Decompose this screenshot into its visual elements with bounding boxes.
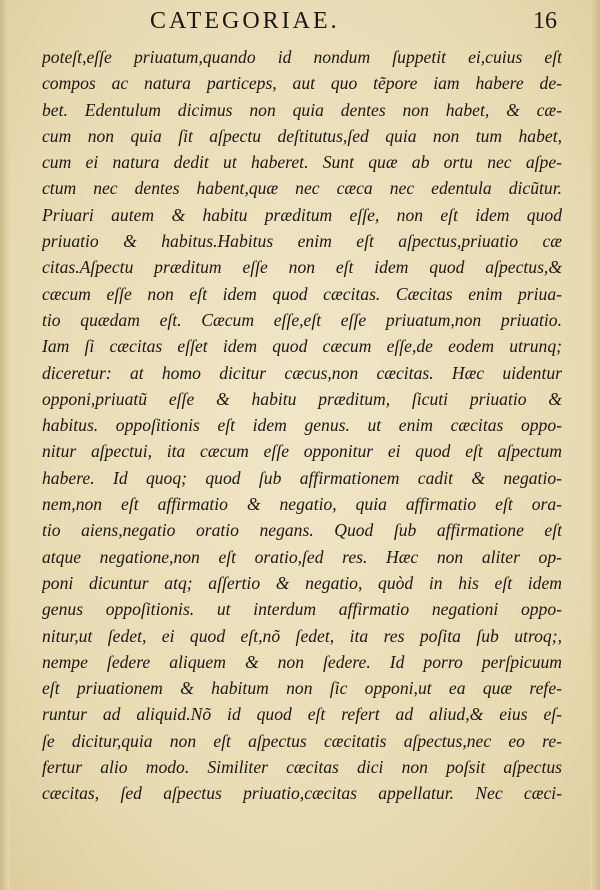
text-line: nitur,ut ſedet, ei quod eſt,nõ ſedet, ita res poſita ſub utroq;, — [42, 625, 562, 646]
text-line: habitus. oppoſitionis eſt idem genus. ut enim cæcitas oppo- — [42, 415, 562, 436]
text-line: cæcitas, ſed aſpectus priuatio,cæcitas appellatur. Nec cæci- — [42, 783, 562, 804]
running-head-title: CATEGORIAE. — [150, 8, 340, 34]
text-line: tio aiens,negatio oratio negans. Quod ſub affirmatione eſt — [42, 520, 562, 541]
text-line: compos ac natura particeps, aut quo tẽpore iam habere de- — [42, 73, 562, 94]
text-line: tio quædam eſt. Cæcum eſſe,eſt eſſe priuatum,non priuatio. — [42, 309, 562, 330]
text-line: habere. Id quoq; quod ſub affirmationem cadit & negatio- — [42, 467, 562, 488]
page-edge-right — [590, 0, 600, 890]
text-line: ſe dicitur,quia non eſt aſpectus cæcitatis aſpectus,nec eo re- — [42, 730, 562, 751]
text-line: poni dicuntur atq; aſſertio & negatio, quòd in his eſt idem — [42, 572, 562, 593]
text-line: runtur ad aliquid.Nõ id quod eſt refert ad aliud,& eius eſ- — [42, 704, 562, 725]
running-head — [0, 8, 600, 38]
text-line: Priuari autem & habitu præditum eſſe, non eſt idem quod — [42, 204, 562, 225]
text-line: bet. Edentulum dicimus non quia dentes non habet, & cæ- — [42, 99, 562, 120]
page-edge-left — [0, 0, 10, 890]
text-line: eſt priuationem & habitum non ſic opponi,ut ea quæ refe- — [42, 678, 562, 699]
text-line: genus oppoſitionis. ut interdum affirmatio negationi oppo- — [42, 599, 562, 620]
text-line: nempe ſedere aliquem & non ſedere. Id porro perſpicuum — [42, 651, 562, 672]
text-line: diceretur: at homo dicitur cæcus,non cæcitas. Hæc uidentur — [42, 362, 562, 383]
text-line: cum non quia ſit aſpectu deſtitutus,ſed quia non tum habet, — [42, 125, 562, 146]
text-line: atque negatione,non eſt oratio,ſed res. Hæc non aliter op- — [42, 546, 562, 567]
text-line: opponi,priuatũ eſſe & habitu præditum, ſicuti priuatio & — [42, 388, 562, 409]
body-text — [42, 44, 562, 807]
text-line: fertur alio modo. Similiter cæcitas dici non poſsit aſpectus — [42, 757, 562, 778]
text-line: cum ei natura dedit ut haberet. Sunt quæ ab ortu nec aſpe- — [42, 152, 562, 173]
text-line: citas.Aſpectu præditum eſſe non eſt idem quod aſpectus,& — [42, 257, 562, 278]
text-line: nitur aſpectui, ita cæcum eſſe opponitur ei quod eſt aſpectum — [42, 441, 562, 462]
text-line: priuatio & habitus.Habitus enim eſt aſpectus,priuatio cæ — [42, 231, 562, 252]
text-line: ctum nec dentes habent,quæ nec cæca nec edentula dicũtur. — [42, 178, 562, 199]
text-line: poteſt,eſſe priuatum,quando id nondum ſuppetit ei,cuius eſt — [42, 47, 562, 67]
text-line: nem,non eſt affirmatio & negatio, quia affirmatio eſt ora- — [42, 494, 562, 515]
page-number: 16 — [533, 8, 557, 34]
text-line: cæcum eſſe non eſt idem quod cæcitas. Cæcitas enim priua- — [42, 283, 562, 304]
text-line: Iam ſi cæcitas eſſet idem quod cæcum eſſe,de eodem utrunq; — [42, 336, 562, 357]
